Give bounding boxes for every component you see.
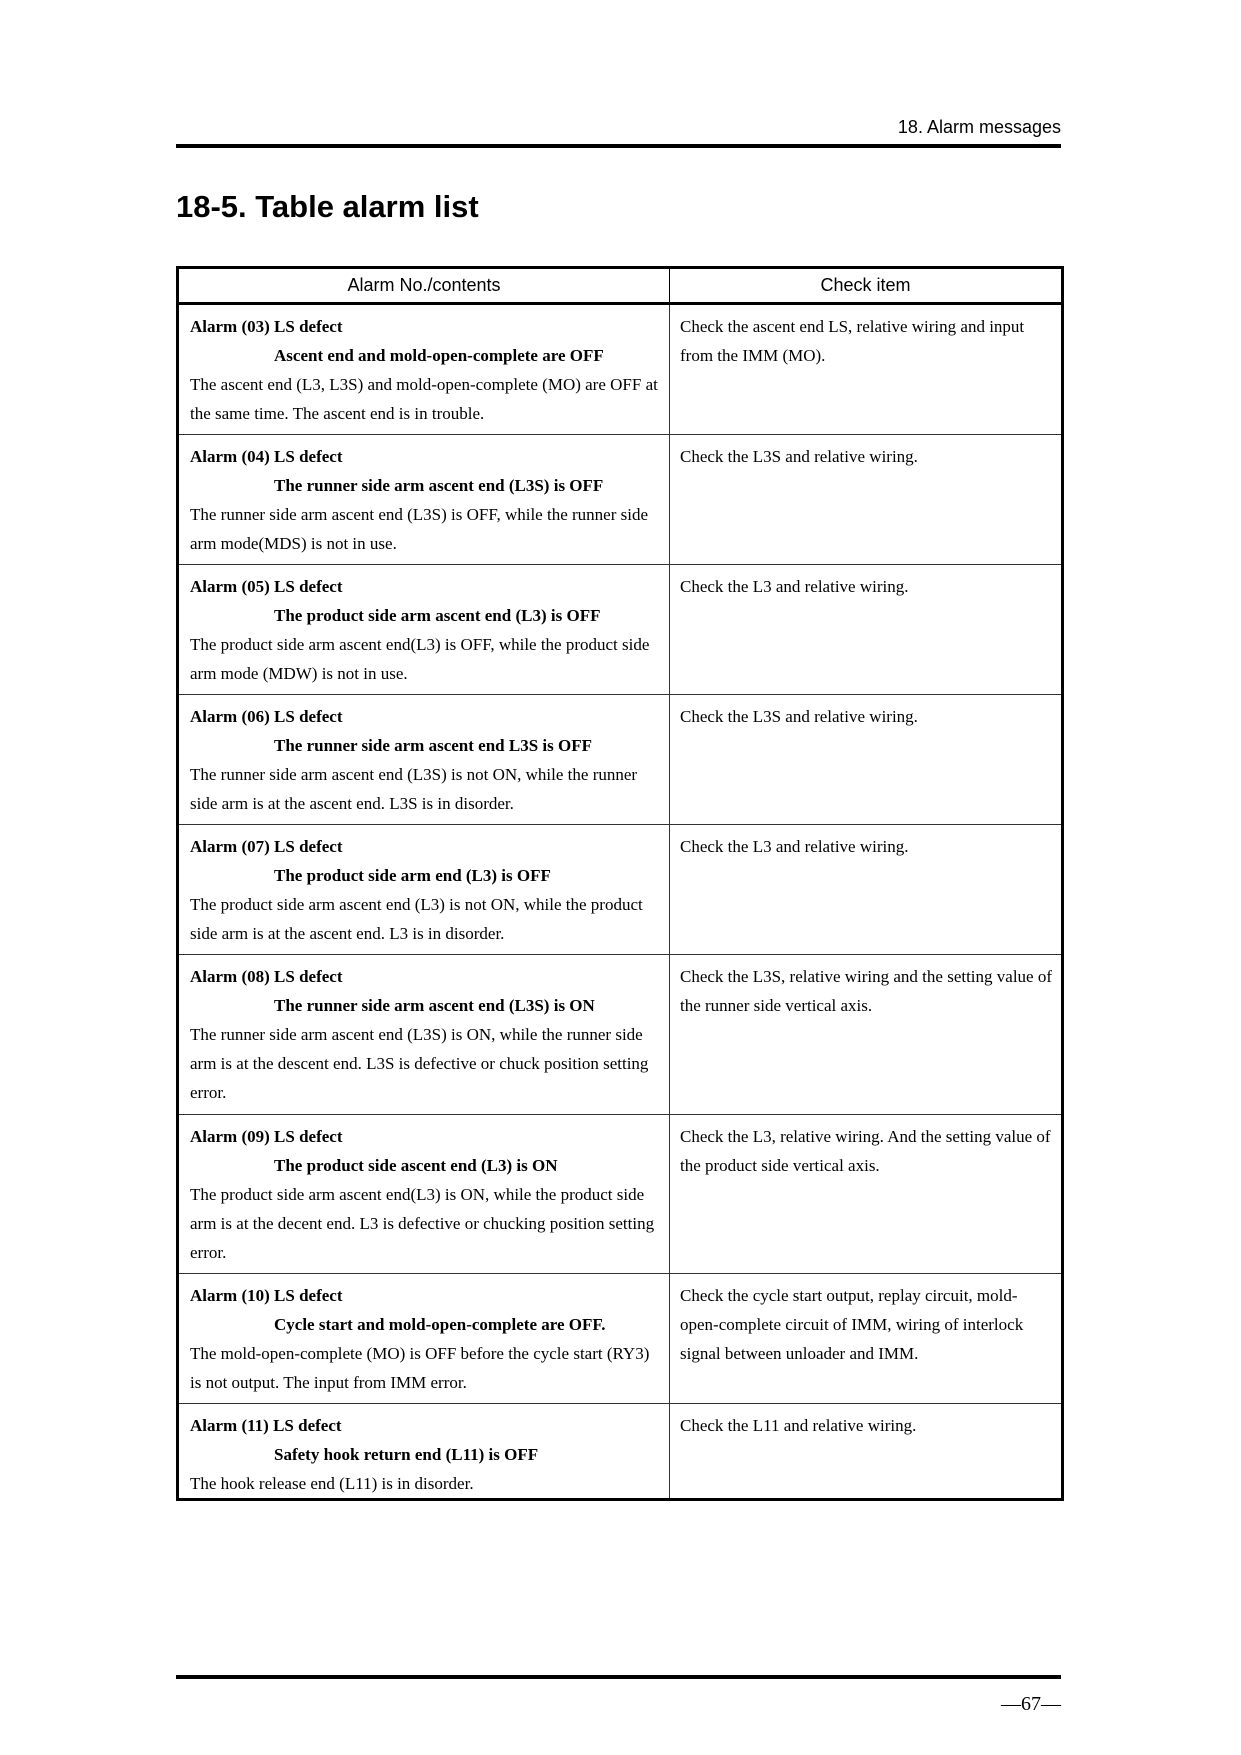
alarm-title: Alarm (08) LS defect <box>190 967 343 986</box>
alarm-title: Alarm (05) LS defect <box>190 577 343 596</box>
column-header-alarm-contents: Alarm No./contents <box>178 268 670 304</box>
page-number: —67— <box>1001 1693 1061 1715</box>
check-item-cell: Check the L3S, relative wiring and the setting value of the runner side vertical axis. <box>670 955 1063 1115</box>
alarm-description: The runner side arm ascent end (L3S) is not ON, while the runner side arm is at the ascent end. L3S is in disorder. <box>190 765 638 813</box>
table-row <box>178 695 1063 825</box>
alarm-description: The product side arm ascent end(L3) is OFF, while the product side arm mode (MDW) is not in use. <box>190 635 650 683</box>
alarm-title: Alarm (10) LS defect <box>190 1286 343 1305</box>
alarm-title: Alarm (06) LS defect <box>190 707 343 726</box>
alarm-description: The product side arm ascent end (L3) is not ON, while the product side arm is at the ascent end. L3 is in disorder. <box>190 895 643 943</box>
alarm-description: The mold-open-complete (MO) is OFF before the cycle start (RY3) is not output. The input from IMM error. <box>190 1344 650 1392</box>
column-header-check-item: Check item <box>670 268 1063 304</box>
alarm-subtitle: The product side arm end (L3) is OFF <box>274 866 551 885</box>
alarm-title: Alarm (03) LS defect <box>190 317 343 336</box>
table-row <box>178 955 1063 1115</box>
alarm-description: The product side arm ascent end(L3) is ON, while the product side arm is at the decent end. L3 is defective or chucking position setting error. <box>190 1185 655 1262</box>
alarm-title: Alarm (11) LS defect <box>190 1416 342 1435</box>
footer-rule <box>176 1675 1061 1679</box>
alarm-subtitle: Ascent end and mold-open-complete are OFF <box>274 346 604 365</box>
check-item-cell: Check the L3, relative wiring. And the setting value of the product side vertical axis. <box>670 1115 1063 1274</box>
table-row <box>178 435 1063 565</box>
page-title: 18-5. Table alarm list <box>176 189 479 224</box>
alarm-subtitle: The product side arm ascent end (L3) is OFF <box>274 606 601 625</box>
alarm-contents-cell <box>178 1115 670 1274</box>
alarm-description: The hook release end (L11) is in disorder. <box>190 1474 474 1493</box>
alarm-table <box>176 266 1064 1501</box>
header-rule <box>176 144 1061 148</box>
alarm-contents-cell <box>178 1404 670 1500</box>
alarm-contents-cell <box>178 565 670 695</box>
alarm-subtitle: The runner side arm ascent end (L3S) is OFF <box>274 476 604 495</box>
table-row <box>178 825 1063 955</box>
alarm-title: Alarm (04) LS defect <box>190 447 343 466</box>
alarm-subtitle: The runner side arm ascent end L3S is OFF <box>274 736 592 755</box>
alarm-subtitle: Safety hook return end (L11) is OFF <box>274 1445 539 1464</box>
table-row <box>178 1404 1063 1500</box>
alarm-contents-cell <box>178 304 670 435</box>
check-item-cell: Check the cycle start output, replay circuit, mold-open-complete circuit of IMM, wiring of interlock signal between unloader and IMM. <box>670 1274 1063 1404</box>
alarm-contents-cell <box>178 435 670 565</box>
check-item-cell: Check the L3 and relative wiring. <box>670 825 1063 955</box>
alarm-contents-cell <box>178 955 670 1115</box>
alarm-contents-cell <box>178 1274 670 1404</box>
alarm-description: The ascent end (L3, L3S) and mold-open-complete (MO) are OFF at the same time. The ascent end is in trouble. <box>190 375 658 423</box>
table-row <box>178 304 1063 435</box>
alarm-title: Alarm (07) LS defect <box>190 837 343 856</box>
check-item-cell: Check the L3 and relative wiring. <box>670 565 1063 695</box>
alarm-contents-cell <box>178 695 670 825</box>
table-row <box>178 1115 1063 1274</box>
running-header: 18. Alarm messages <box>897 117 1061 137</box>
alarm-description: The runner side arm ascent end (L3S) is OFF, while the runner side arm mode(MDS) is not in use. <box>190 505 648 553</box>
alarm-contents-cell <box>178 825 670 955</box>
alarm-title: Alarm (09) LS defect <box>190 1127 343 1146</box>
table-row <box>178 565 1063 695</box>
check-item-cell: Check the L3S and relative wiring. <box>670 695 1063 825</box>
alarm-subtitle: Cycle start and mold-open-complete are OFF. <box>274 1315 606 1334</box>
alarm-subtitle: The runner side arm ascent end (L3S) is ON <box>274 996 595 1015</box>
table-row <box>178 1274 1063 1404</box>
table-header-row <box>178 268 1063 304</box>
alarm-description: The runner side arm ascent end (L3S) is ON, while the runner side arm is at the descent end. L3S is defective or chuck position setting error. <box>190 1025 649 1102</box>
check-item-cell: Check the L3S and relative wiring. <box>670 435 1063 565</box>
alarm-subtitle: The product side ascent end (L3) is ON <box>274 1156 558 1175</box>
check-item-cell: Check the ascent end LS, relative wiring and input from the IMM (MO). <box>670 304 1063 435</box>
check-item-cell: Check the L11 and relative wiring. <box>670 1404 1063 1500</box>
